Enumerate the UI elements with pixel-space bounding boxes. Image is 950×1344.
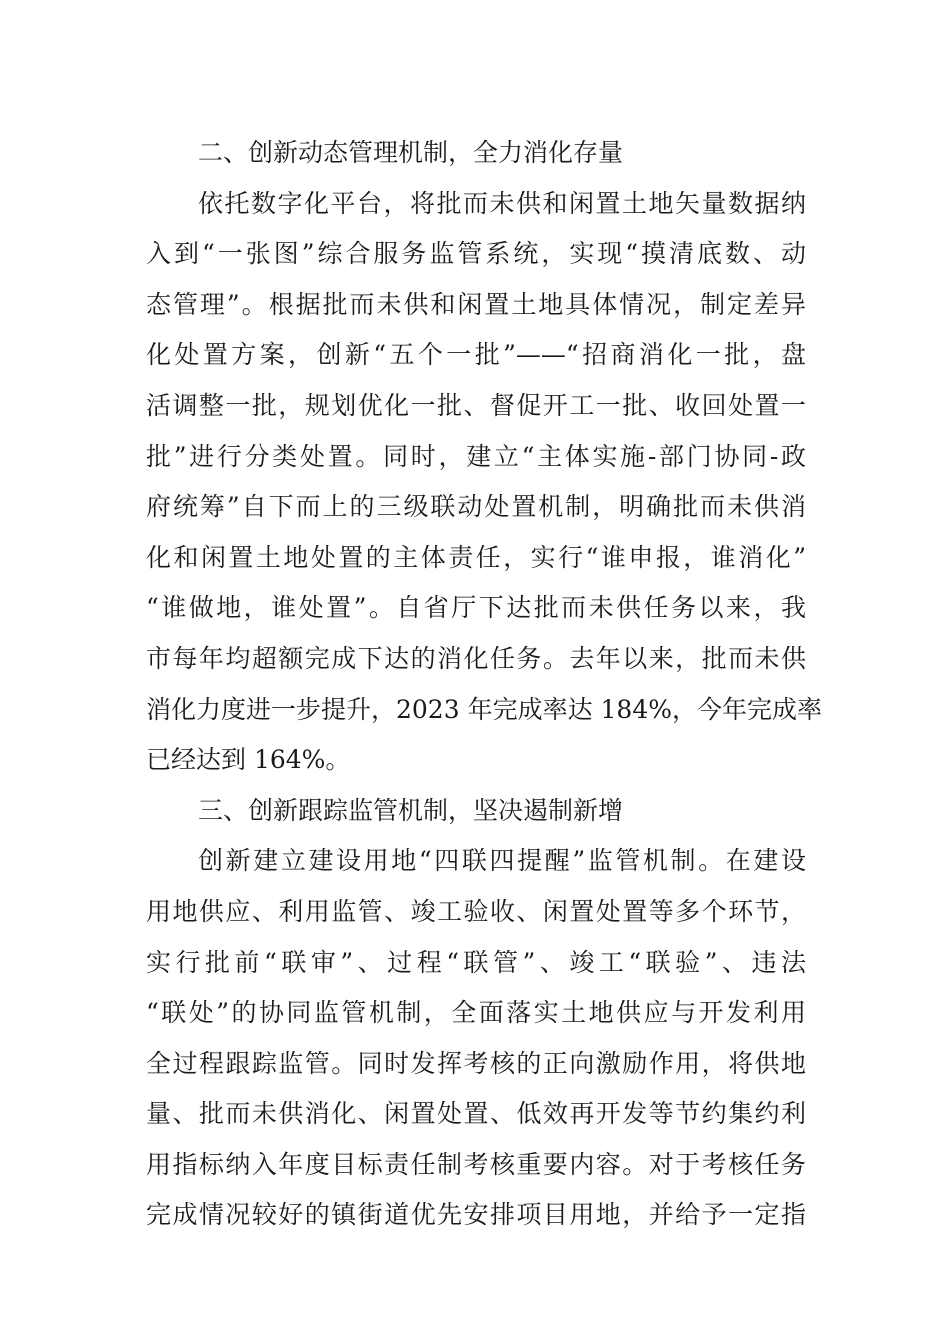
paragraph-line: 消化力度进一步提升，2023 年完成率达 184%，今年完成率 <box>146 694 822 724</box>
paragraph-line: 府统筹”自下而上的三级联动处置机制，明确批而未供消 <box>146 492 806 522</box>
paragraph-line: 化和闲置土地处置的主体责任，实行“谁申报，谁消化” <box>146 542 806 572</box>
paragraph-line: 入到“一张图”综合服务监管系统，实现“摸清底数、动 <box>146 239 806 269</box>
document-page <box>146 128 822 1241</box>
paragraph-line: 活调整一批，规划优化一批、督促开工一批、收回处置一 <box>146 390 806 420</box>
paragraph-line: “谁做地，谁处置”。自省厅下达批而未供任务以来，我 <box>146 593 806 623</box>
section-3-heading: 三、创新跟踪监管机制，坚决遏制新增 <box>198 795 624 825</box>
paragraph-line: 全过程跟踪监管。同时发挥考核的正向激励作用，将供地 <box>146 1048 806 1078</box>
paragraph-line: 量、批而未供消化、闲置处置、低效再开发等节约集约利 <box>146 1099 806 1129</box>
paragraph-line: 创新建立建设用地“四联四提醒”监管机制。在建设 <box>198 846 806 876</box>
paragraph-line: 化处置方案，创新“五个一批”——“招商消化一批，盘 <box>146 340 806 370</box>
paragraph-line: 依托数字化平台，将批而未供和闲置土地矢量数据纳 <box>198 188 806 218</box>
paragraph-line: “联处”的协同监管机制，全面落实土地供应与开发利用 <box>146 998 806 1028</box>
paragraph-line: 批”进行分类处置。同时，建立“主体实施-部门协同-政 <box>146 441 806 471</box>
paragraph-line: 用地供应、利用监管、竣工验收、闲置处置等多个环节， <box>146 896 806 926</box>
paragraph-line: 态管理”。根据批而未供和闲置土地具体情况，制定差异 <box>146 289 806 319</box>
paragraph-line: 用指标纳入年度目标责任制考核重要内容。对于考核任务 <box>146 1149 806 1179</box>
paragraph-line: 完成情况较好的镇街道优先安排项目用地，并给予一定指 <box>146 1200 806 1230</box>
section-2-heading: 二、创新动态管理机制，全力消化存量 <box>198 138 624 167</box>
paragraph-line: 已经达到 164%。 <box>146 745 351 775</box>
paragraph-line: 市每年均超额完成下达的消化任务。去年以来，批而未供 <box>146 643 806 673</box>
paragraph-line: 实行批前“联审”、过程“联管”、竣工“联验”、违法 <box>146 947 806 977</box>
